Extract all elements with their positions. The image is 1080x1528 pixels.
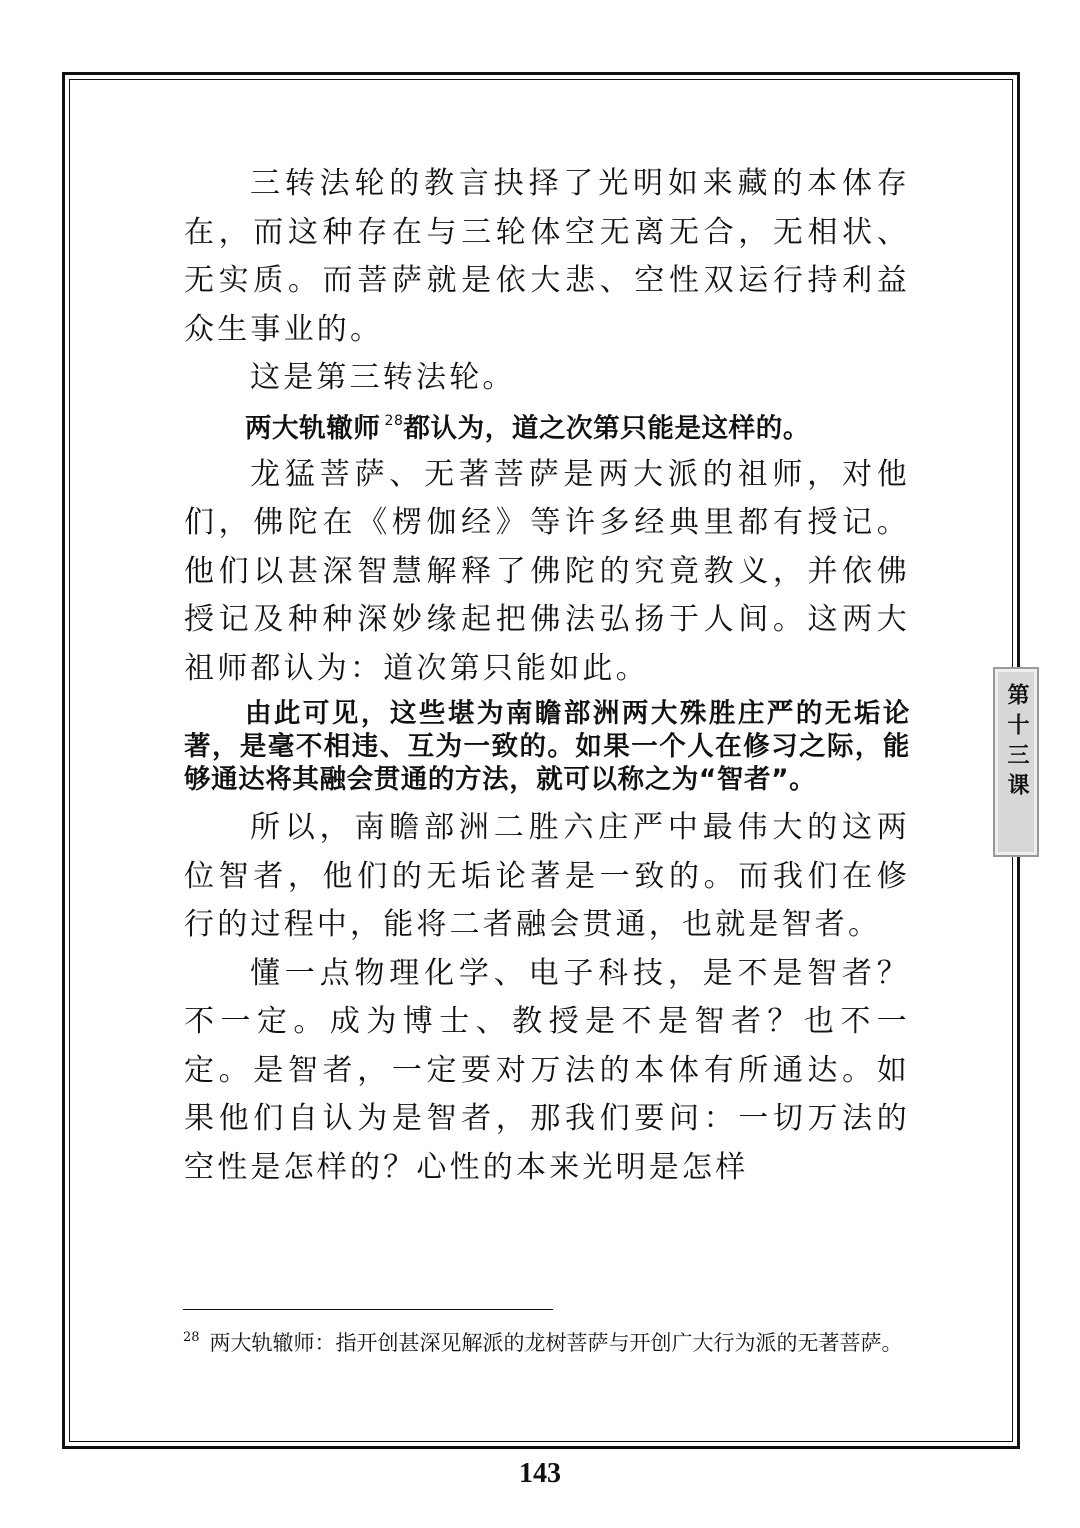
quote-1 [184, 405, 910, 445]
page-number: 143 [519, 1458, 561, 1489]
quote-2: 由此可见，这些堪为南瞻部洲两大殊胜庄严的无垢论著，是毫不相违、互为一致的。如果一个人在修习之际，能够通达将其融会贯通的方法，就可以称之为“智者”。 [184, 698, 910, 795]
quote-1-text-a: 两大轨辙师 [244, 412, 381, 444]
paragraph-4: 所以，南瞻部洲二胜六庄严中最伟大的这两位智者，他们的无垢论著是一致的。而我们在修行的过程中，能将二者融会贯通，也就是智者。 [184, 810, 910, 942]
paragraph-2: 这是第三转法轮。 [250, 360, 516, 395]
paragraph-3: 龙猛菩萨、无著菩萨是两大派的祖师，对他们，佛陀在《楞伽经》等许多经典里都有授记。他们以甚深智慧解释了佛陀的究竟教义，并依佛授记及种种深妙缘起把佛法弘扬于人间。这两大祖师都认为：道次第只能如此。 [184, 456, 910, 686]
quote-1-text-b: 都认为，道之次第只能是这样的。 [403, 412, 810, 444]
footnote-number: 28 [183, 1330, 200, 1345]
body-text [184, 160, 910, 1192]
chapter-side-tab-label: 第十三课 [1004, 683, 1029, 803]
footnote [183, 1322, 909, 1359]
chapter-side-tab[interactable] [993, 667, 1039, 857]
footnote-reference[interactable]: 28 [384, 412, 404, 429]
paragraph-1: 三转法轮的教言抉择了光明如来藏的本体存在，而这种存在与三轮体空无离无合，无相状、无实质。而菩萨就是依大悲、空性双运行持利益众生事业的。 [184, 166, 910, 347]
footnote-divider [183, 1309, 553, 1310]
footnote-text: 两大轨辙师：指开创甚深见解派的龙树菩萨与开创广大行为派的无著菩萨。 [209, 1331, 903, 1355]
paragraph-5: 懂一点物理化学、电子科技，是不是智者？不一定。成为博士、教授是不是智者？也不一定。是智者，一定要对万法的本体有所通达。如果他们自认为是智者，那我们要问：一切万法的空性是怎样的？心性的本来光明是怎样 [184, 955, 910, 1185]
